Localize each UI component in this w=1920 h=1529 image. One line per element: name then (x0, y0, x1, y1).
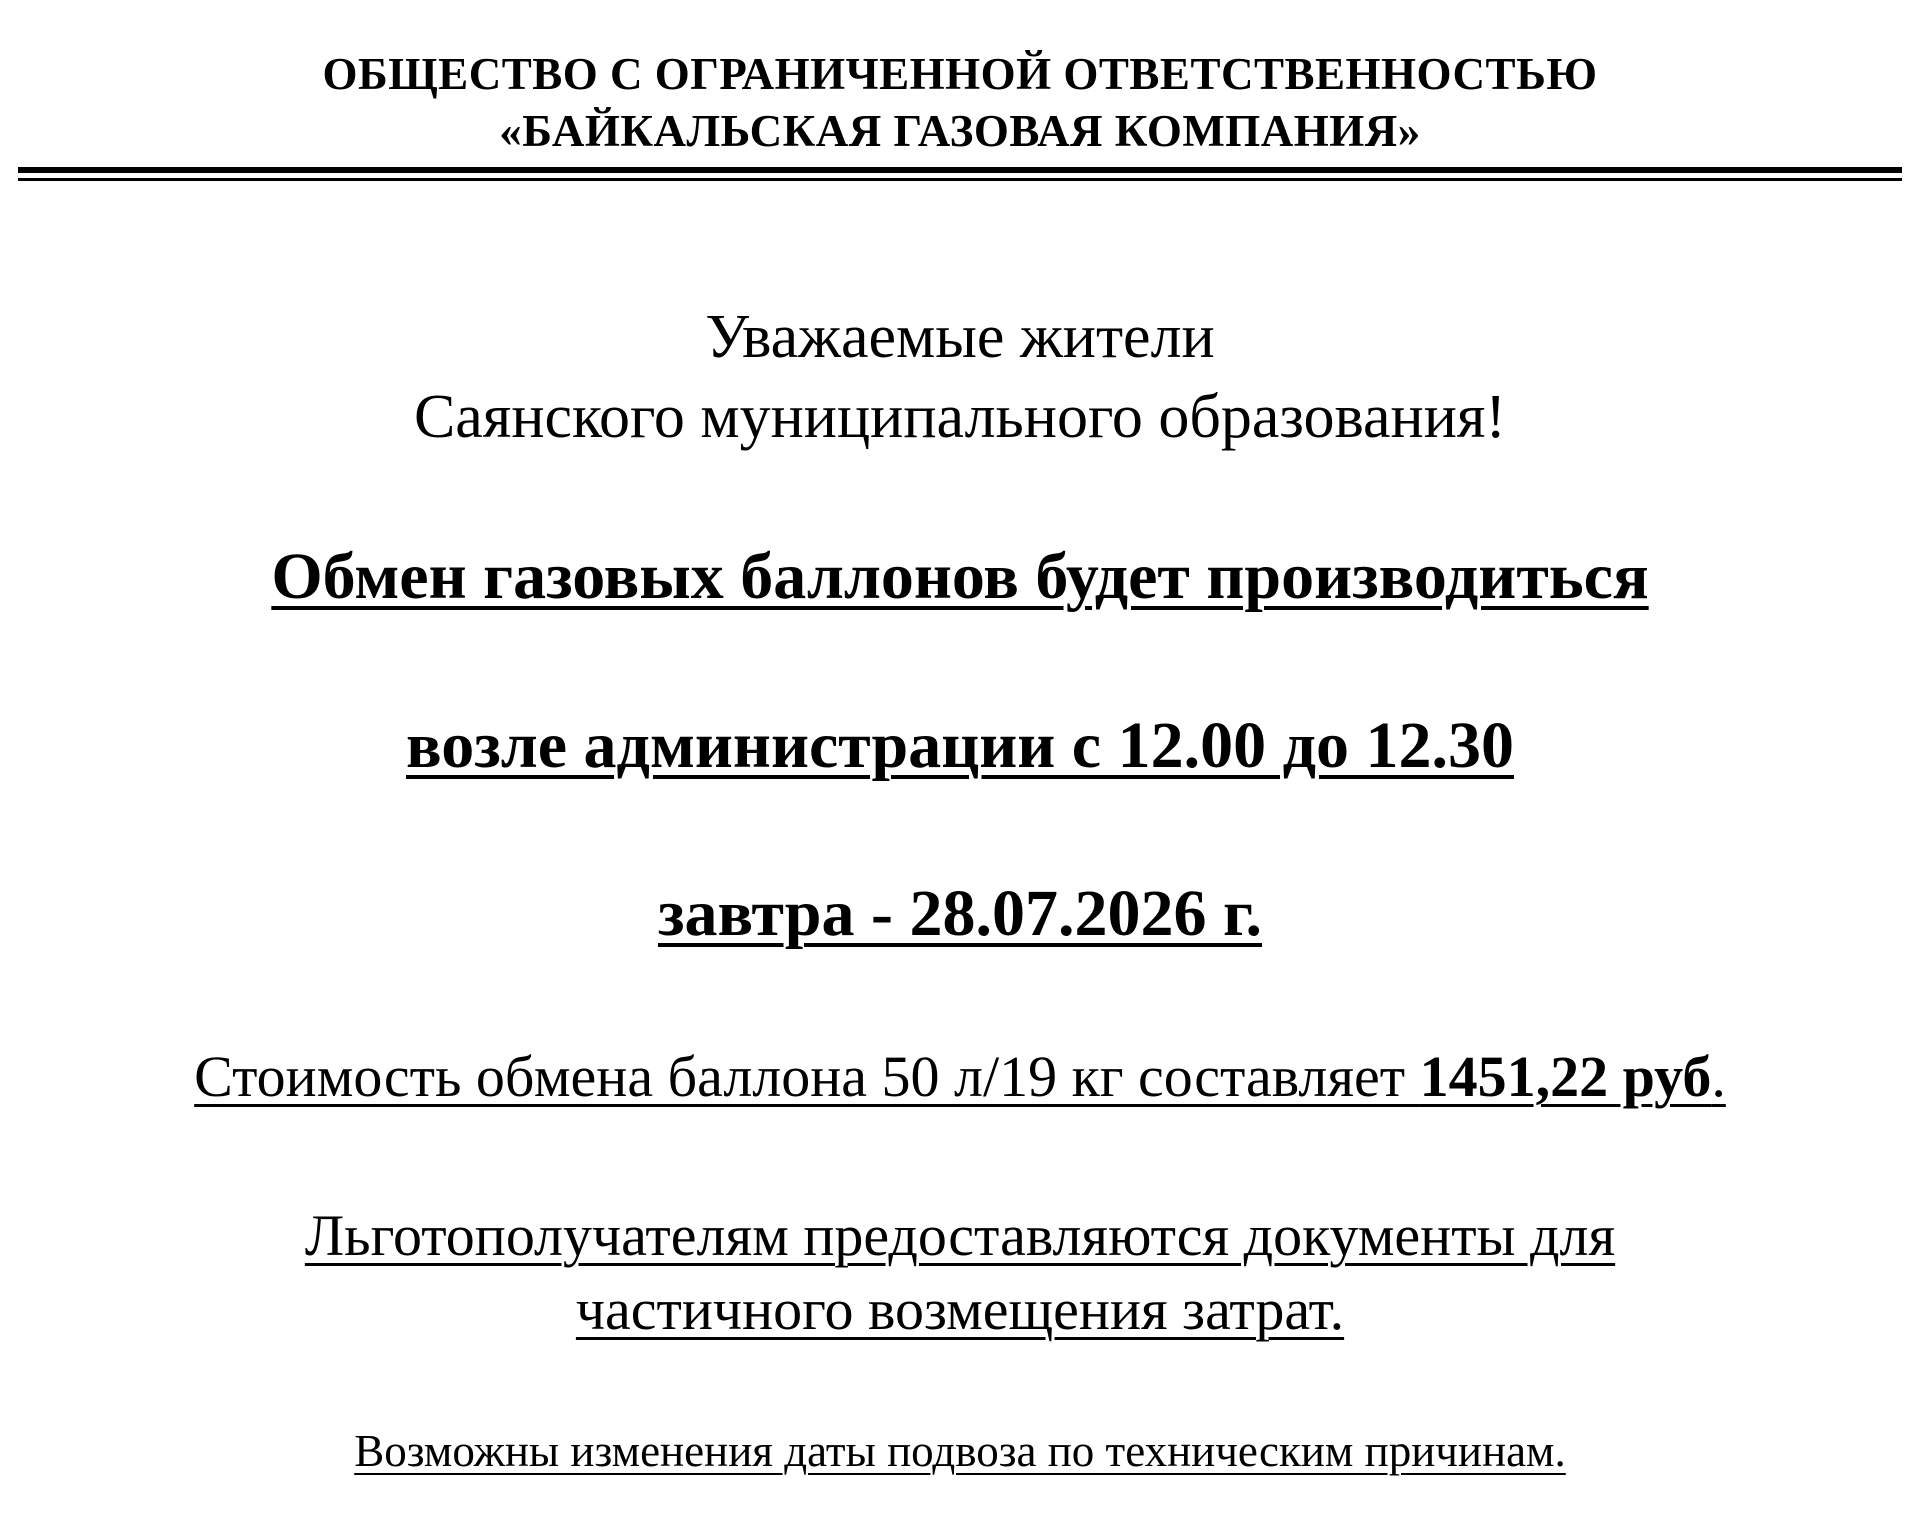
header-divider-thick (18, 167, 1902, 173)
benefit-line1-text: Льготополучателям предоставляются документы для (304, 1203, 1616, 1268)
benefit-line2 (0, 1272, 1920, 1348)
company-name-line2: «БАЙКАЛЬСКАЯ ГАЗОВАЯ КОМПАНИЯ» (499, 106, 1421, 156)
disclaimer-note (0, 1421, 1920, 1481)
benefit-line2-text: частичного возмещения затрат. (575, 1277, 1345, 1342)
benefit-line1 (0, 1198, 1920, 1274)
company-name-line1: ОБЩЕСТВО С ОГРАНИЧЕННОЙ ОТВЕТСТВЕННОСТЬЮ (322, 49, 1598, 99)
announcement-line1-text: Обмен газовых баллонов будет производиться (271, 540, 1649, 613)
header-divider-thin (18, 178, 1902, 181)
disclaimer-note-text: Возможны изменения даты подвоза по техническим причинам. (354, 1426, 1566, 1476)
greeting-line2: Саянского муниципального образования! (413, 383, 1507, 451)
announcement-date (0, 872, 1920, 956)
price-suffix: . (1711, 1044, 1726, 1109)
announcement-line2 (0, 704, 1920, 788)
announcement-line2-text: возле администрации с 12.00 до 12.30 (406, 709, 1514, 782)
greeting-line1: Уважаемые жители (705, 303, 1215, 371)
price-line-underline (194, 1044, 1726, 1109)
announcement-line1 (0, 535, 1920, 619)
price-line (0, 1039, 1920, 1115)
price-amount: 1451,22 руб (1419, 1044, 1712, 1109)
announcement-date-text: завтра - 28.07.2026 г. (658, 877, 1262, 950)
price-text: Стоимость обмена баллона 50 л/19 кг составляет (194, 1044, 1420, 1109)
